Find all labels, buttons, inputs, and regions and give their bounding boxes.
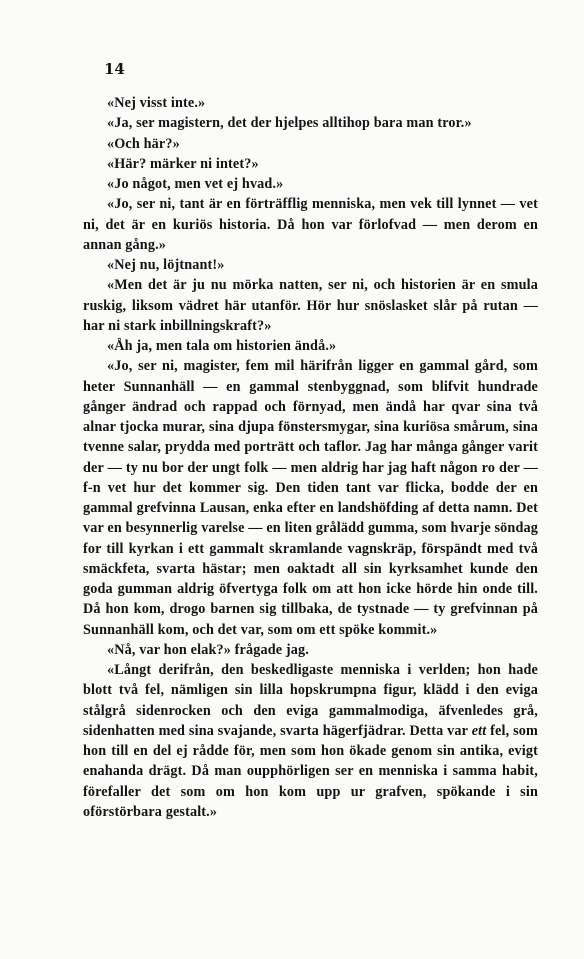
paragraph: «Jo, ser ni, tant är en förträfflig menniska, men vek till lynnet — vet ni, det är en kuriös historia. Då hon var förlofvad — men derom en annan gång.» (83, 196, 538, 253)
paragraph: «Nå, var hon elak?» frågade jag. (107, 641, 309, 658)
page-number: 14 (104, 60, 125, 78)
paragraph: «Nej visst inte.» (107, 95, 206, 111)
paragraph (83, 660, 538, 822)
body-text (83, 93, 538, 822)
paragraph-text: «Långt derifrån, den beskedligaste menniska i verlden; hon hade blott två fel, nämligen sin lilla hopskrumpna figur, klädd i den eviga stålgrå sidenrocken och den eviga gammalmodiga, äfvenledes grå, sidenhatten med sina svajande, svarta hägerfjädrar. Detta var (83, 662, 538, 739)
paragraph: «Men det är ju nu mörka natten, ser ni, och historien är en smula ruskig, liksom vädret här utanför. Hör hur snöslasket slår på rutan — har ni stark inbillningskraft?» (83, 277, 538, 334)
paragraph: «Nej nu, löjtnant!» (107, 257, 225, 273)
emphasized-word: ett (471, 722, 487, 739)
paragraph: «Jo något, men vet ej hvad.» (107, 176, 284, 192)
paragraph: «Åh ja, men tala om historien ändå.» (107, 338, 337, 354)
paragraph: «Ja, ser magistern, det der hjelpes alltihop bara man tror.» (107, 115, 472, 132)
paragraph-text: fel, som hon till en del ej rådde för, men som hon ökade genom sin antika, evigt enahanda drägt. Då man oupphörligen ser en menniska i samma habit, förefaller det som om hon kom upp ur grafven, spökande i sin oförstörbara gestalt.» (83, 722, 538, 820)
paragraph: «Jo, ser ni, magister, fem mil härifrån ligger en gammal gård, som heter Sunnanhäll — en gammal stenbyggnad, som blifvit hundrade gånger ändrad och rappad och förnyad, men ändå har qvar sina två alnar tjocka murar, sina djupa fönstersmygar, sina kuriösa smårum, sina tvenne salar, prydda med porträtt och taflor. Jag har många gånger varit der — ty nu bor der ungt folk — men aldrig har jag haft någon ro der — f-n vet hur det kommer sig. Den tiden tant var flicka, bodde der en gammal grefvinna Lausan, enka efter en landshöfding af detta namn. Det var en besynnerlig varelse — en liten grålädd gumma, som hvarje söndag for till kyrkan i ett gammalt skramlande vagnskräp, förspändt med två smäckfeta, svarta hästar; men oaktadt all sin kyrksamhet kunde den goda gumman aldrig öfvertyga folk om att hon icke hörde hin onde till. Då hon kom, drogo barnen sig tillbaka, de tystnade — ty grefvinnan på Sunnanhäll kom, och det var, som om ett spöke kommit.» (83, 358, 538, 638)
paragraph: «Och här?» (107, 135, 180, 152)
paragraph: «Här? märker ni intet?» (107, 155, 259, 172)
